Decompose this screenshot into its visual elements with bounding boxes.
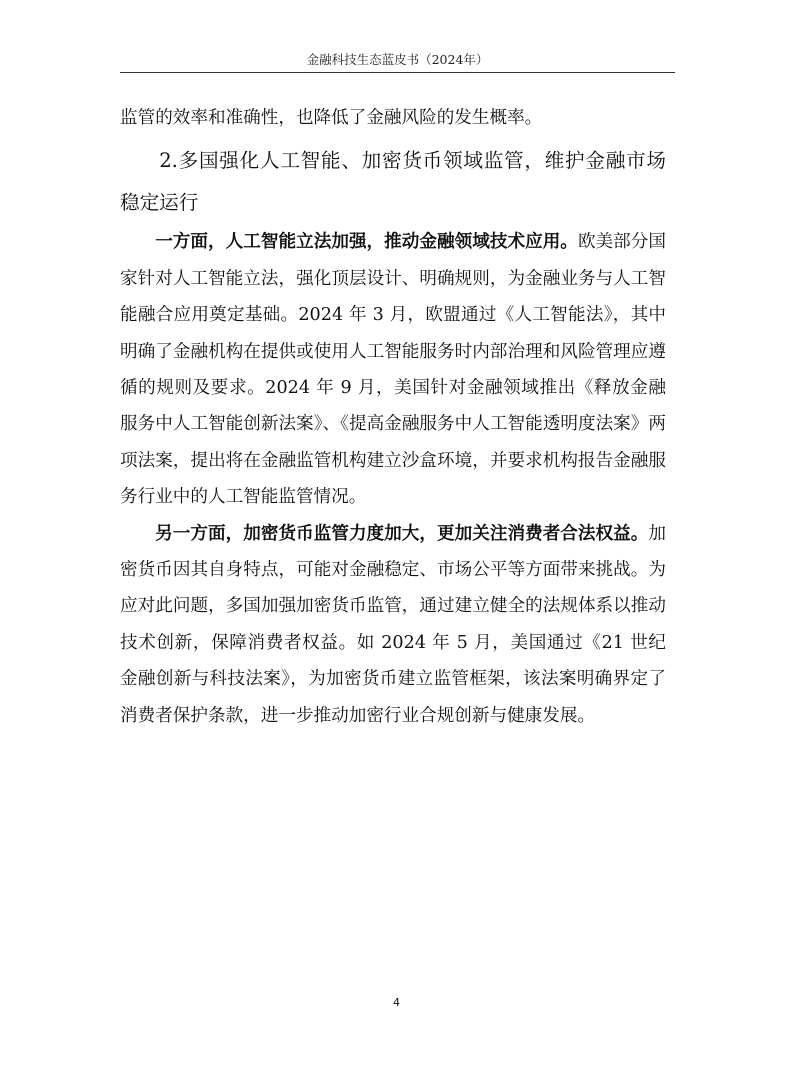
paragraph-body: 加密货币因其自身特点，可能对金融稳定、市场公平等方面带来挑战。为应对此问题，多国加强加密货币监管，通过建立健全的法规体系以推动技术创新，保障消费者权益。如 2024 年 5 月，美国通过《21 世纪金融创新与科技法案》，为加密货币建立监管框架，该法案明确界定了消费者保护条款，进一步推动加密行业合规创新与健康发展。: [120, 523, 666, 726]
header-rule: [120, 72, 675, 73]
paragraph-lead-sentence: 一方面，人工智能立法加强，推动金融领域技术应用。: [155, 232, 578, 253]
page-number: 4: [393, 996, 400, 1009]
paragraph-continued: 监管的效率和准确性，也降低了金融风险的发生概率。: [120, 108, 543, 128]
document-body: [120, 100, 666, 734]
paragraph-crypto-regulation: [120, 516, 666, 734]
running-header: 金融科技生态蓝皮书（2024年）: [306, 52, 489, 67]
paragraph-lead-sentence: 另一方面，加密货币监管力度加大，更加关注消费者合法权益。: [155, 523, 649, 544]
paragraph-ai-regulation: [120, 224, 666, 515]
section-heading: 2.多国强化人工智能、加密货币领域监管，维护金融市场稳定运行: [120, 149, 666, 215]
paragraph-body: 欧美部分国家针对人工智能立法，强化顶层设计、明确规则，为金融业务与人工智能融合应用奠定基础。2024 年 3 月，欧盟通过《人工智能法》，其中明确了金融机构在提供或使用人工智能服务时内部治理和风险管理应遵循的规则及要求。2024 年 9 月，美国针对金融领域推出《释放金融服务中人工智能创新法案》、《提高金融服务中人工智能透明度法案》两项法案，提出将在金融监管机构建立沙盒环境，并要求机构报告金融服务行业中的人工智能监管情况。: [120, 232, 666, 508]
